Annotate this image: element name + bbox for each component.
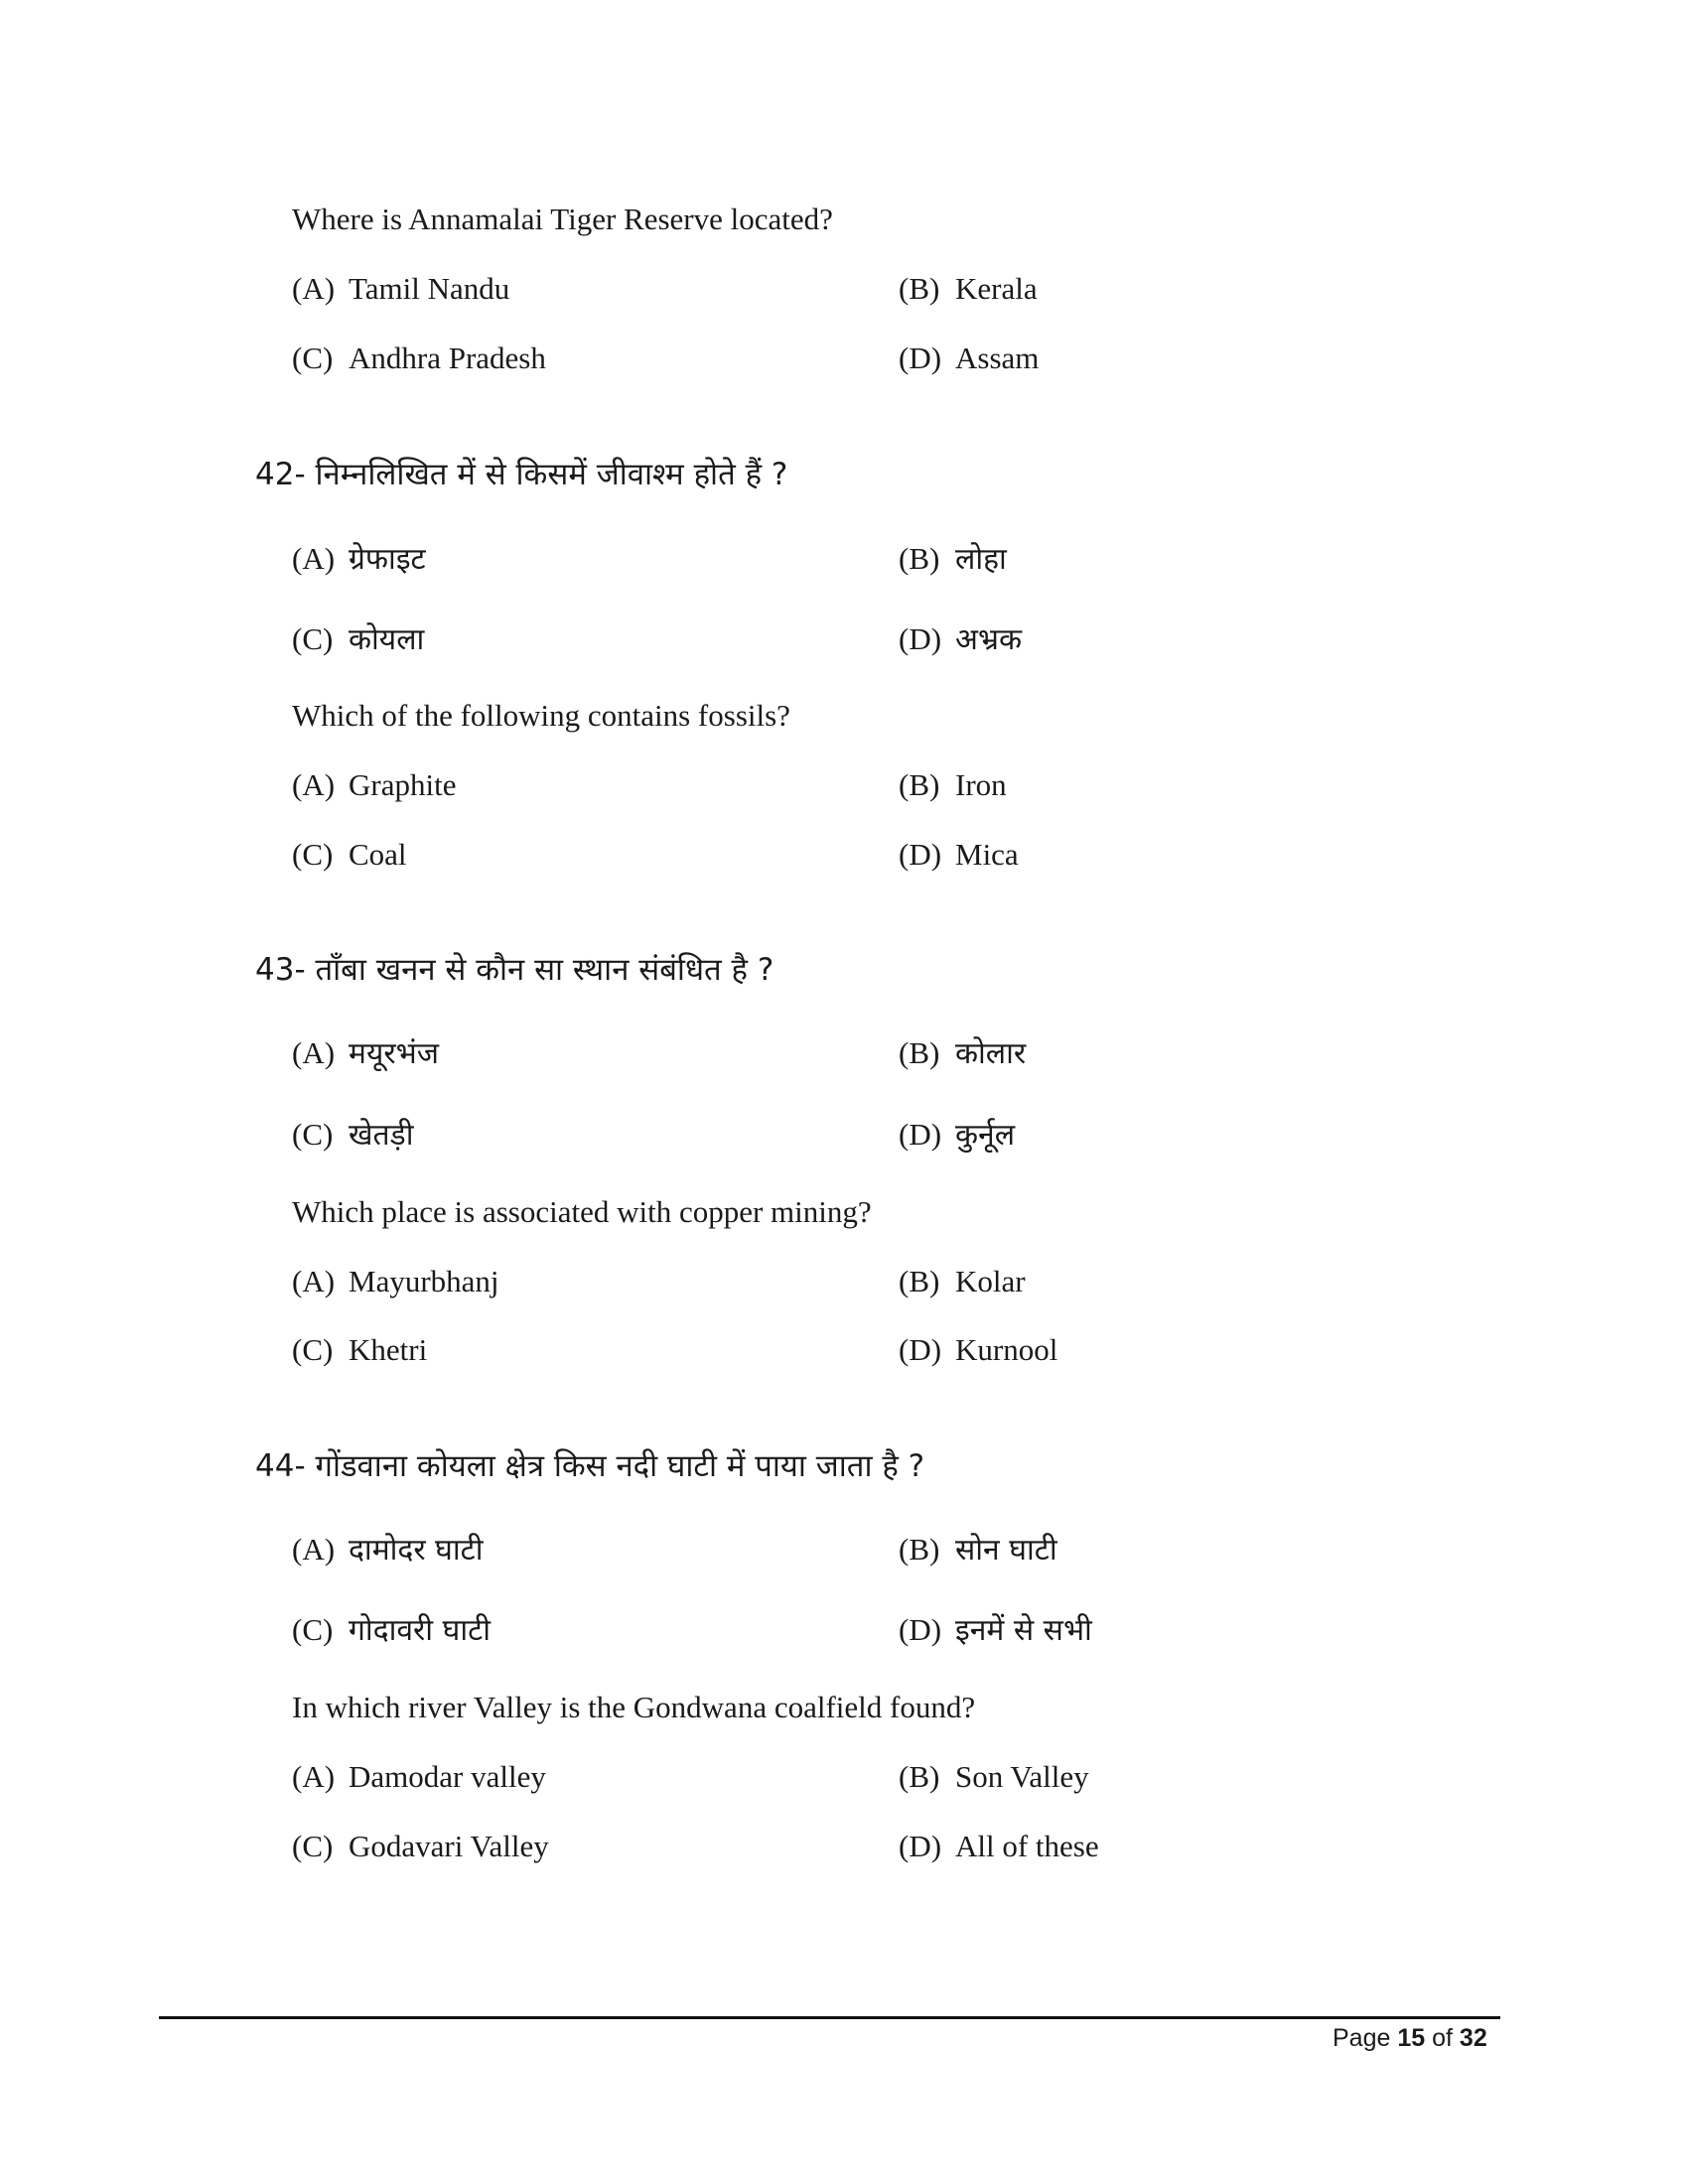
option-text: Tamil Nandu	[349, 271, 510, 306]
q41-english-option-c	[292, 339, 546, 378]
q44-english-option-d	[899, 1827, 1099, 1866]
q43-english-question: Which place is associated with copper mining?	[292, 1194, 872, 1229]
option-text: खेतड़ी	[349, 1118, 414, 1153]
option-text: कुर्नूल	[955, 1118, 1016, 1153]
q44-english-option-a	[292, 1757, 546, 1797]
option-text: इनमें से सभी	[955, 1613, 1092, 1648]
option-text: Son Valley	[955, 1759, 1089, 1794]
option-text: मयूरभंज	[349, 1036, 439, 1071]
of-word: of	[1432, 2024, 1453, 2052]
option-text: Iron	[955, 767, 1007, 802]
option-label: (C)	[292, 1332, 334, 1367]
q41-english-option-d	[899, 339, 1039, 378]
q44-hindi-option-d	[899, 1608, 1092, 1653]
option-label: (D)	[899, 1829, 942, 1863]
option-label: (D)	[899, 837, 942, 872]
option-text: ग्रेफाइट	[349, 542, 426, 577]
option-label: (D)	[899, 1612, 942, 1647]
q44-hindi-option-a	[292, 1528, 484, 1572]
q42-english-option-a	[292, 765, 456, 805]
option-text: अभ्रक	[955, 622, 1023, 657]
q43-hindi-option-b	[899, 1031, 1026, 1076]
q43-hindi-option-d	[899, 1113, 1015, 1158]
q42-hindi-option-a	[292, 537, 426, 582]
option-label: (A)	[292, 767, 336, 802]
q44-english-question: In which river Valley is the Gondwana coalfield found?	[292, 1690, 976, 1724]
q42-hindi-question: 42- निम्नलिखित में से किसमें जीवाश्म होते हैं ?	[255, 457, 788, 492]
option-label: (D)	[899, 341, 942, 375]
option-text: Godavari Valley	[349, 1829, 549, 1863]
option-text: Kurnool	[955, 1332, 1058, 1367]
option-text: Kolar	[955, 1264, 1026, 1298]
q42-english-option-c	[292, 835, 407, 875]
option-label: (B)	[899, 767, 940, 802]
option-label: (B)	[899, 1264, 940, 1298]
total-pages-number: 32	[1459, 2024, 1487, 2052]
option-label: (C)	[292, 1117, 334, 1152]
option-text: Kerala	[955, 271, 1038, 306]
option-text: Graphite	[349, 767, 457, 802]
option-label: (B)	[899, 1759, 940, 1794]
option-label: (D)	[899, 621, 942, 656]
option-label: (D)	[899, 1332, 942, 1367]
option-text: Assam	[955, 341, 1040, 375]
option-text: सोन घाटी	[955, 1533, 1057, 1568]
page-number	[1333, 2020, 1487, 2056]
option-label: (C)	[292, 837, 334, 872]
q41-english-option-b	[899, 269, 1038, 309]
q43-english-option-b	[899, 1262, 1026, 1301]
option-text: गोदावरी घाटी	[349, 1613, 492, 1648]
q43-hindi-option-a	[292, 1031, 439, 1076]
q42-english-option-d	[899, 835, 1019, 875]
option-label: (C)	[292, 1829, 334, 1863]
q42-english-option-b	[899, 765, 1007, 805]
option-text: कोलार	[955, 1036, 1027, 1071]
option-label: (A)	[292, 541, 336, 576]
q42-hindi-option-b	[899, 537, 1007, 582]
option-label: (A)	[292, 1264, 336, 1298]
option-text: Coal	[349, 837, 407, 872]
q44-hindi-option-b	[899, 1528, 1057, 1572]
option-label: (A)	[292, 1035, 336, 1070]
option-label: (C)	[292, 621, 334, 656]
option-label: (B)	[899, 1532, 940, 1567]
option-text: दामोदर घाटी	[349, 1533, 484, 1568]
q43-english-option-a	[292, 1262, 499, 1301]
current-page-number: 15	[1397, 2024, 1426, 2052]
option-label: (D)	[899, 1117, 942, 1152]
page-word: Page	[1333, 2024, 1391, 2052]
q43-hindi-question: 43- ताँबा खनन से कौन सा स्थान संबंधित है ?	[255, 952, 774, 988]
option-label: (B)	[899, 1035, 940, 1070]
option-label: (B)	[899, 271, 940, 306]
option-text: Andhra Pradesh	[349, 341, 546, 375]
option-label: (B)	[899, 541, 940, 576]
option-text: Mayurbhanj	[349, 1264, 499, 1298]
q44-english-option-b	[899, 1757, 1089, 1797]
option-text: Damodar valley	[349, 1759, 546, 1794]
q44-hindi-option-c	[292, 1608, 491, 1653]
q43-hindi-option-c	[292, 1113, 413, 1158]
option-text: All of these	[955, 1829, 1099, 1863]
option-text: Khetri	[349, 1332, 428, 1367]
q43-english-option-c	[292, 1330, 427, 1370]
option-text: कोयला	[349, 622, 425, 657]
option-text: लोहा	[955, 542, 1007, 577]
q44-english-option-c	[292, 1827, 549, 1866]
option-label: (A)	[292, 1532, 336, 1567]
option-text: Mica	[955, 837, 1019, 872]
q42-english-question: Which of the following contains fossils?	[292, 698, 790, 733]
q44-hindi-question: 44- गोंडवाना कोयला क्षेत्र किस नदी घाटी में पाया जाता है ?	[255, 1448, 925, 1484]
footer-divider	[159, 2016, 1500, 2019]
q41-english-option-a	[292, 269, 509, 309]
option-label: (A)	[292, 1759, 336, 1794]
q42-hindi-option-d	[899, 617, 1022, 662]
option-label: (C)	[292, 1612, 334, 1647]
option-label: (A)	[292, 271, 336, 306]
q43-english-option-d	[899, 1330, 1057, 1370]
q42-hindi-option-c	[292, 617, 424, 662]
q41-english-question: Where is Annamalai Tiger Reserve located?	[292, 202, 833, 236]
option-label: (C)	[292, 341, 334, 375]
